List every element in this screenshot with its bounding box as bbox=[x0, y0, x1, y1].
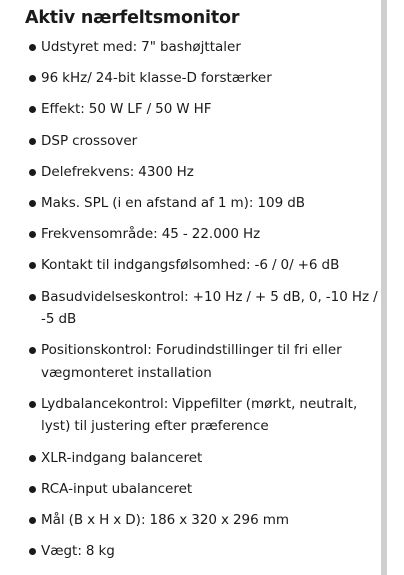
list-item bbox=[0, 130, 404, 153]
bullet-icon bbox=[29, 548, 36, 555]
list-item bbox=[0, 339, 404, 384]
spec-text: Positionskontrol: Forudindstillinger til fri eller vægmonteret installation bbox=[41, 342, 342, 381]
list-item bbox=[0, 447, 404, 470]
spec-text: Udstyret med: 7" bashøjttaler bbox=[41, 39, 241, 55]
list-item bbox=[0, 161, 404, 184]
bullet-icon bbox=[29, 75, 36, 82]
list-item bbox=[0, 192, 404, 215]
list-item bbox=[0, 478, 404, 501]
list-item bbox=[0, 67, 404, 90]
bullet-icon bbox=[29, 200, 36, 207]
bullet-icon bbox=[29, 231, 36, 238]
vertical-scrollbar[interactable] bbox=[381, 0, 387, 575]
spec-text: Maks. SPL (i en afstand af 1 m): 109 dB bbox=[41, 194, 306, 211]
bullet-icon bbox=[29, 347, 36, 354]
spec-text: DSP crossover bbox=[41, 132, 138, 149]
list-item bbox=[0, 509, 404, 532]
bullet-icon bbox=[29, 262, 36, 269]
bullet-icon bbox=[29, 169, 36, 176]
list-item bbox=[0, 286, 404, 331]
bullet-icon bbox=[29, 44, 36, 51]
bullet-icon bbox=[29, 138, 36, 145]
page-title: Aktiv nærfeltsmonitor bbox=[25, 8, 240, 28]
bullet-icon bbox=[29, 455, 36, 462]
spec-text: Lydbalancekontrol: Vippefilter (mørkt, neutralt, lyst) til justering efter præference bbox=[41, 395, 358, 435]
spec-text: Delefrekvens: 4300 Hz bbox=[41, 163, 194, 180]
bullet-icon bbox=[29, 486, 36, 493]
spec-text: Vægt: 8 kg bbox=[41, 543, 115, 560]
list-item bbox=[0, 540, 404, 563]
bullet-icon bbox=[29, 106, 36, 113]
bullet-icon bbox=[29, 294, 36, 301]
spec-list bbox=[0, 36, 404, 571]
spec-text: Frekvensområde: 45 - 22.000 Hz bbox=[41, 226, 261, 243]
list-item bbox=[0, 393, 404, 438]
spec-text: RCA-input ubalanceret bbox=[41, 480, 193, 497]
list-item bbox=[0, 223, 404, 246]
spec-text: Basudvidelseskontrol: +10 Hz / + 5 dB, 0, -10 Hz / -5 dB bbox=[41, 288, 378, 327]
list-item bbox=[0, 36, 404, 59]
bullet-icon bbox=[29, 401, 36, 408]
spec-text: Mål (B x H x D): 186 x 320 x 296 mm bbox=[41, 511, 290, 528]
bullet-icon bbox=[29, 517, 36, 524]
list-item bbox=[0, 98, 404, 121]
spec-text: Kontakt til indgangsfølsomhed: -6 / 0/ +6 dB bbox=[41, 257, 340, 274]
spec-text: XLR-indgang balanceret bbox=[41, 449, 203, 466]
spec-text: Effekt: 50 W LF / 50 W HF bbox=[41, 101, 212, 118]
spec-text: 96 kHz/ 24-bit klasse-D forstærker bbox=[41, 70, 272, 87]
list-item bbox=[0, 254, 404, 277]
